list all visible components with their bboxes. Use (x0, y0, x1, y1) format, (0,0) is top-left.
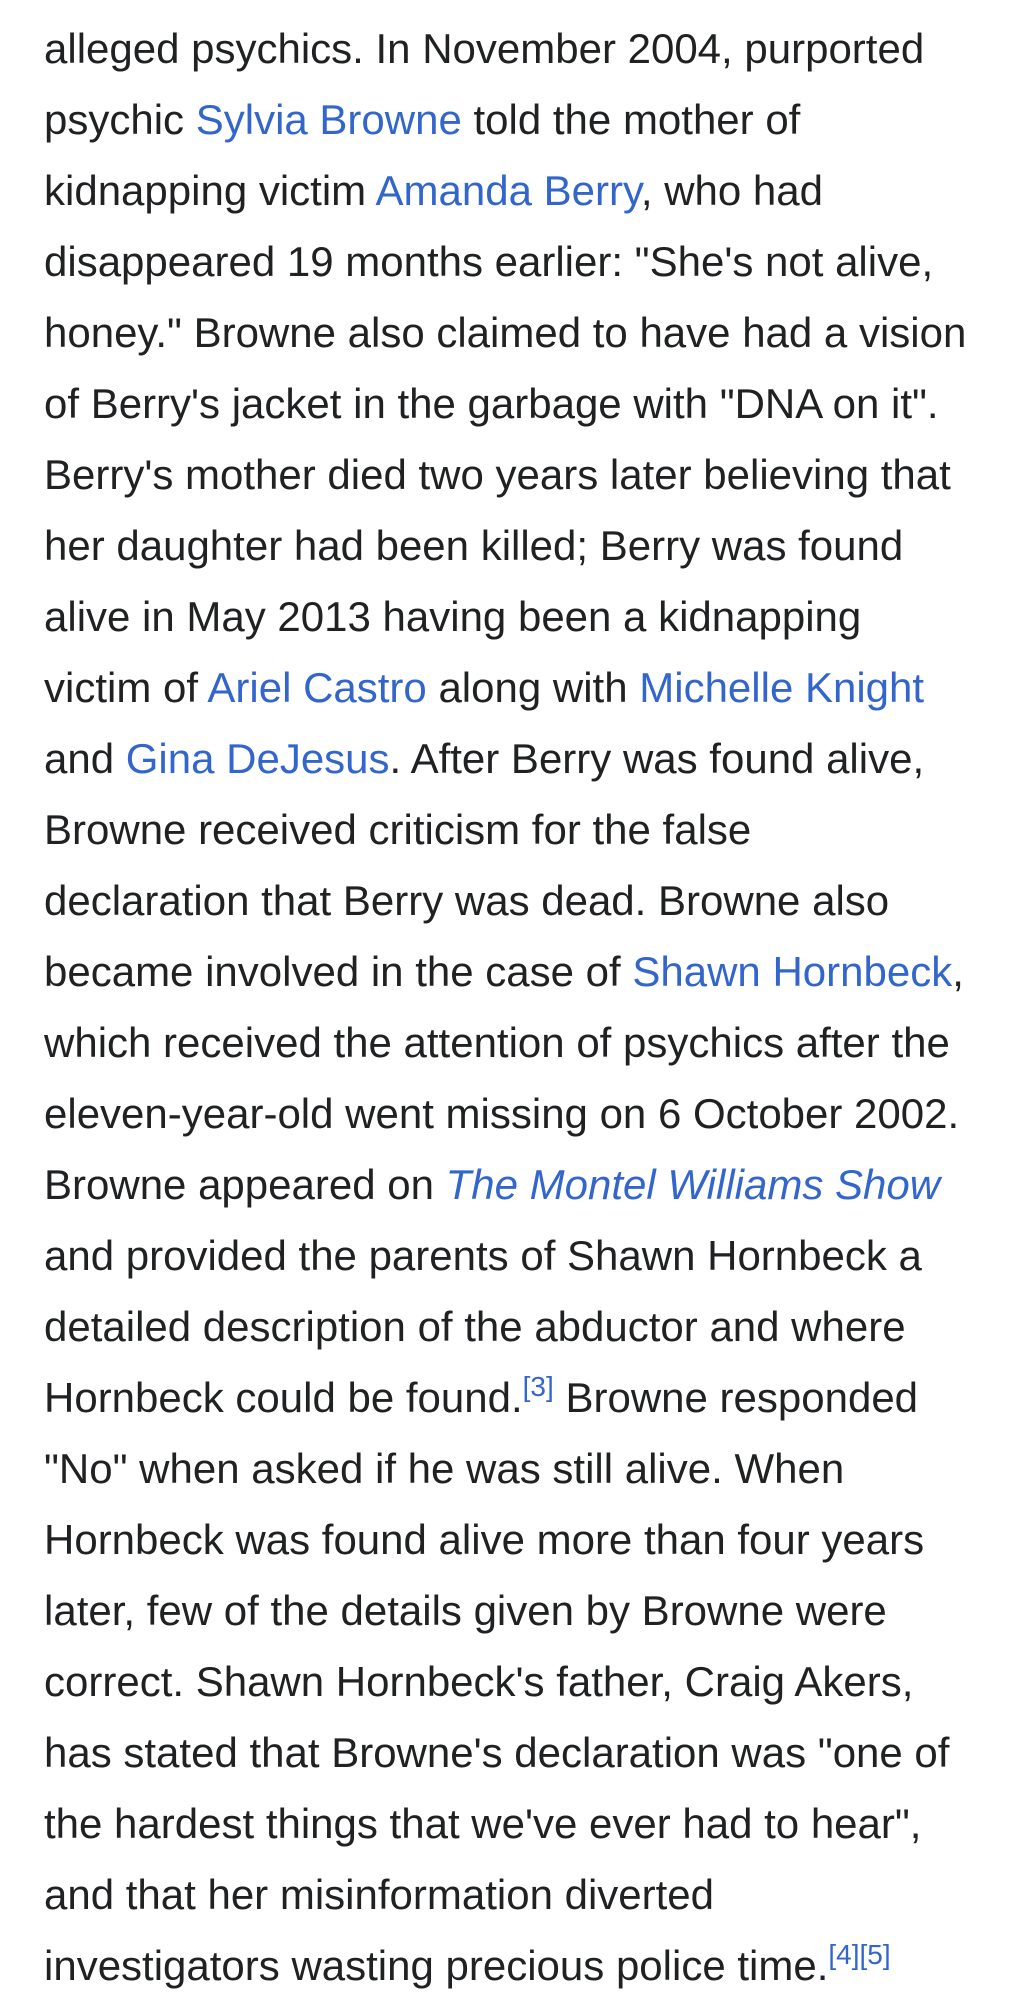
article-paragraph (44, 13, 1004, 2001)
text-run: , who had (640, 167, 823, 214)
text-run: her daughter had been killed; Berry was found (44, 522, 904, 569)
text-run: and that her misinformation diverted (44, 1871, 715, 1918)
text-run: kidnapping victim (44, 167, 376, 214)
text-run: told the mother of (461, 96, 801, 143)
text-run: Browne appeared on (44, 1161, 446, 1208)
link-montel-williams-show[interactable]: The Montel Williams Show (445, 1161, 941, 1208)
paragraph-line (44, 936, 1004, 1007)
reference-3 (523, 1371, 554, 1402)
paragraph-line (44, 297, 1004, 368)
link-ariel-castro[interactable]: Ariel Castro (207, 664, 427, 711)
text-run: alive in May 2013 having been a kidnapping (44, 593, 862, 640)
text-run: has stated that Browne's declaration was "one of (44, 1729, 950, 1776)
text-run: the hardest things that we've ever had to hear", (44, 1800, 922, 1847)
paragraph-line (44, 510, 1004, 581)
link-gina-dejesus[interactable]: Gina DeJesus (125, 735, 390, 782)
text-run: alleged psychics. In November 2004, purported (44, 25, 925, 72)
paragraph-line (44, 1078, 1004, 1149)
text-run: Browne responded (553, 1374, 919, 1421)
text-run: which received the attention of psychics after the (44, 1019, 950, 1066)
paragraph-line (44, 1149, 1004, 1220)
link-michelle-knight[interactable]: Michelle Knight (639, 664, 925, 711)
paragraph-line (44, 723, 1004, 794)
paragraph-line (44, 1007, 1004, 1078)
text-run: later, few of the details given by Browne were (44, 1587, 887, 1634)
paragraph-line (44, 439, 1004, 510)
text-run: investigators wasting precious police time. (44, 1942, 829, 1989)
paragraph-line (44, 1930, 1004, 2001)
paragraph-line (44, 652, 1004, 723)
text-run: declaration that Berry was dead. Browne also (44, 877, 890, 924)
text-run: honey." Browne also claimed to have had a vision (44, 309, 967, 356)
text-run: Hornbeck could be found. (44, 1374, 523, 1421)
paragraph-line (44, 1362, 1004, 1433)
text-run: correct. Shawn Hornbeck's father, Craig Akers, (44, 1658, 914, 1705)
text-run: psychic (44, 96, 196, 143)
paragraph-line (44, 1504, 1004, 1575)
text-run: eleven-year-old went missing on 6 October 2002. (44, 1090, 960, 1137)
text-run: and provided the parents of Shawn Hornbeck a (44, 1232, 922, 1279)
reference-link-5[interactable]: [5] (859, 1939, 891, 1970)
paragraph-line (44, 1717, 1004, 1788)
text-run: and (44, 735, 126, 782)
paragraph-line (44, 1646, 1004, 1717)
text-run: detailed description of the abductor and where (44, 1303, 906, 1350)
reference-5 (860, 1939, 891, 1970)
paragraph-line (44, 368, 1004, 439)
paragraph-line (44, 1433, 1004, 1504)
paragraph-line (44, 1575, 1004, 1646)
paragraph-line (44, 155, 1004, 226)
cut-off-text (44, 0, 67, 1)
link-shawn-hornbeck[interactable]: Shawn Hornbeck (632, 948, 953, 995)
text-run: "No" when asked if he was still alive. When (44, 1445, 845, 1492)
paragraph-line (44, 581, 1004, 652)
text-run: Browne received criticism for the false (44, 806, 752, 853)
paragraph-line (44, 794, 1004, 865)
cut-off-line (44, 0, 1004, 12)
text-run: along with (426, 664, 640, 711)
paragraph-line (44, 84, 1004, 155)
paragraph-line (44, 1220, 1004, 1291)
text-run: became involved in the case of (44, 948, 633, 995)
text-run: of Berry's jacket in the garbage with "DNA on it". (44, 380, 939, 427)
paragraph-line (44, 865, 1004, 936)
paragraph-line (44, 13, 1004, 84)
text-run: Hornbeck was found alive more than four years (44, 1516, 925, 1563)
text-run: , (952, 948, 964, 995)
reference-link-3[interactable]: [3] (522, 1371, 554, 1402)
text-run: victim of (44, 664, 208, 711)
text-run: . After Berry was found alive, (389, 735, 925, 782)
paragraph-line (44, 1788, 1004, 1859)
reference-link-4[interactable]: [4] (828, 1939, 860, 1970)
paragraph-line (44, 226, 1004, 297)
link-amanda-berry[interactable]: Amanda Berry (375, 167, 641, 214)
text-run: disappeared 19 months earlier: "She's not alive, (44, 238, 934, 285)
paragraph-line (44, 1859, 1004, 1930)
reference-4 (828, 1939, 859, 1970)
text-run: Berry's mother died two years later believing that (44, 451, 951, 498)
paragraph-line (44, 1291, 1004, 1362)
link-sylvia-browne[interactable]: Sylvia Browne (195, 96, 462, 143)
